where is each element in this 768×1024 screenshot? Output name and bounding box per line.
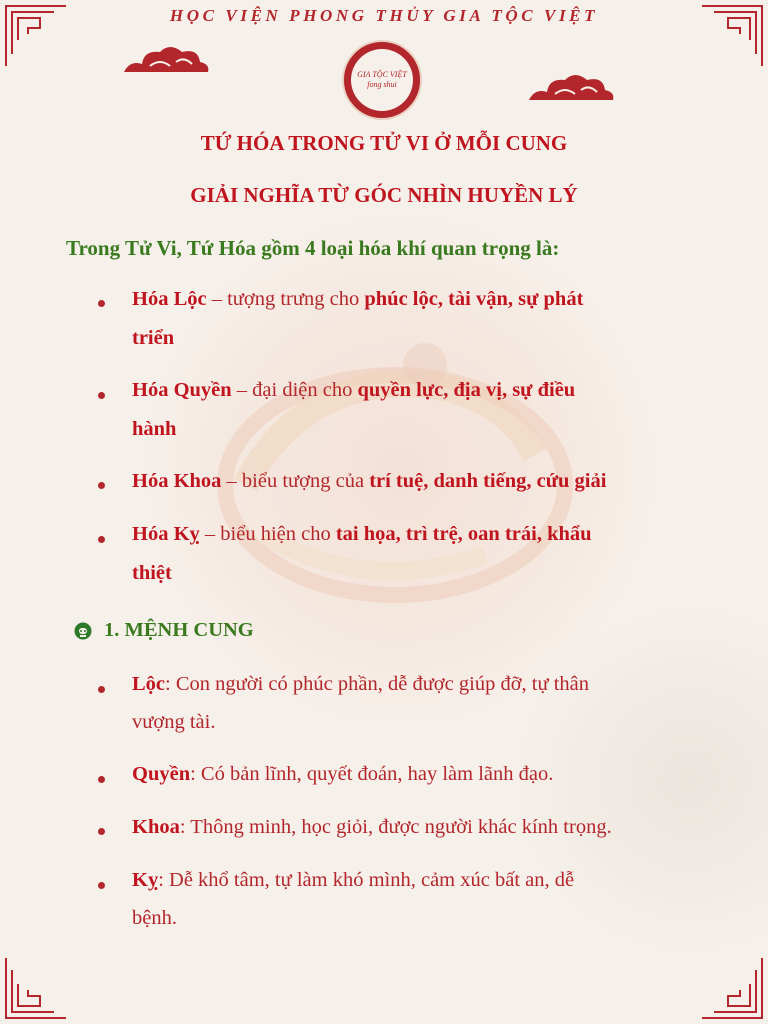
term-connector: – tượng trưng cho bbox=[206, 288, 365, 310]
list-item-line bbox=[132, 816, 612, 839]
academy-name-header: HỌC VIỆN PHONG THỦY GIA TỘC VIỆT bbox=[169, 6, 599, 25]
list-item-line-continued bbox=[132, 327, 174, 350]
corner-ornament-bottom-left bbox=[4, 956, 68, 1020]
document-title-line2: GIẢI NGHĨA TỪ GÓC NHÌN HUYỀN LÝ bbox=[190, 183, 578, 207]
bullet-dot bbox=[98, 482, 105, 489]
list-item-line-continued bbox=[132, 907, 177, 930]
item-text: : Con người có phúc phần, dễ được giúp đỡ, tự thân bbox=[165, 673, 590, 695]
corner-ornament-bottom-right bbox=[700, 956, 764, 1020]
item-text: : Thông minh, học giỏi, được người khác kính trọng. bbox=[179, 816, 612, 838]
list-item-line-continued bbox=[132, 711, 215, 734]
list-item-line bbox=[132, 869, 574, 892]
list-item-line-continued bbox=[132, 418, 176, 441]
term-keywords: quyền lực, địa vị, sự điều bbox=[357, 379, 576, 401]
intro-paragraph: Trong Tử Vi, Tứ Hóa gồm 4 loại hóa khí quan trọng là: bbox=[66, 236, 560, 260]
item-text: : Có bản lĩnh, quyết đoán, hay làm lãnh đạo. bbox=[190, 763, 554, 785]
bullet-dot bbox=[98, 776, 105, 783]
list-item-line bbox=[132, 673, 589, 696]
item-label: Khoa bbox=[132, 816, 180, 838]
item-label: Lộc bbox=[132, 673, 166, 695]
document-title-line1: TỨ HÓA TRONG TỬ VI Ở MỖI CUNG bbox=[200, 131, 568, 155]
term-name: Hóa Lộc bbox=[132, 288, 207, 310]
logo-text: GIA TỘC VIỆT bbox=[357, 70, 407, 79]
item-text-continued: bệnh. bbox=[132, 907, 177, 929]
term-keywords-continued: hành bbox=[132, 418, 177, 440]
section-title: 1. MỆNH CUNG bbox=[104, 619, 254, 641]
logo-subtext: fong shui bbox=[367, 80, 397, 89]
cloud-ornament-left bbox=[120, 40, 212, 80]
term-name: Hóa Quyền bbox=[132, 379, 232, 401]
term-keywords-continued: triển bbox=[132, 327, 175, 349]
list-item-line bbox=[132, 288, 583, 311]
term-connector: – biểu hiện cho bbox=[199, 523, 336, 545]
item-text: : Dễ khổ tâm, tự làm khó mình, cảm xúc bất an, dễ bbox=[158, 869, 575, 891]
term-keywords: phúc lộc, tài vận, sự phát bbox=[364, 288, 584, 310]
list-item-line bbox=[132, 379, 575, 402]
bullet-dot bbox=[98, 686, 105, 693]
bullet-dot bbox=[98, 882, 105, 889]
list-item-line bbox=[132, 523, 592, 546]
term-connector: – đại diện cho bbox=[231, 379, 358, 401]
cloud-ornament-right bbox=[525, 68, 617, 108]
term-keywords: tai họa, trì trệ, oan trái, khẩu bbox=[335, 523, 592, 545]
bullet-dot bbox=[98, 300, 105, 307]
term-name: Hóa Kỵ bbox=[132, 523, 200, 545]
item-label: Quyền bbox=[132, 763, 191, 785]
section-heading-menh-cung bbox=[74, 619, 254, 642]
term-keywords: trí tuệ, danh tiếng, cứu giải bbox=[369, 470, 607, 492]
logo-emblem bbox=[351, 49, 413, 111]
bullet-dot bbox=[98, 392, 105, 399]
term-connector: – biểu tượng của bbox=[221, 470, 370, 492]
list-item-line-continued bbox=[132, 562, 172, 585]
list-item-line bbox=[132, 763, 553, 786]
list-item-line bbox=[132, 470, 606, 493]
academy-logo bbox=[342, 40, 422, 120]
face-icon bbox=[74, 622, 92, 640]
term-keywords-continued: thiệt bbox=[132, 562, 172, 584]
item-text-continued: vượng tài. bbox=[132, 711, 216, 733]
item-label: Kỵ bbox=[132, 869, 159, 891]
bullet-dot bbox=[98, 828, 105, 835]
term-name: Hóa Khoa bbox=[132, 470, 222, 492]
bullet-dot bbox=[98, 536, 105, 543]
